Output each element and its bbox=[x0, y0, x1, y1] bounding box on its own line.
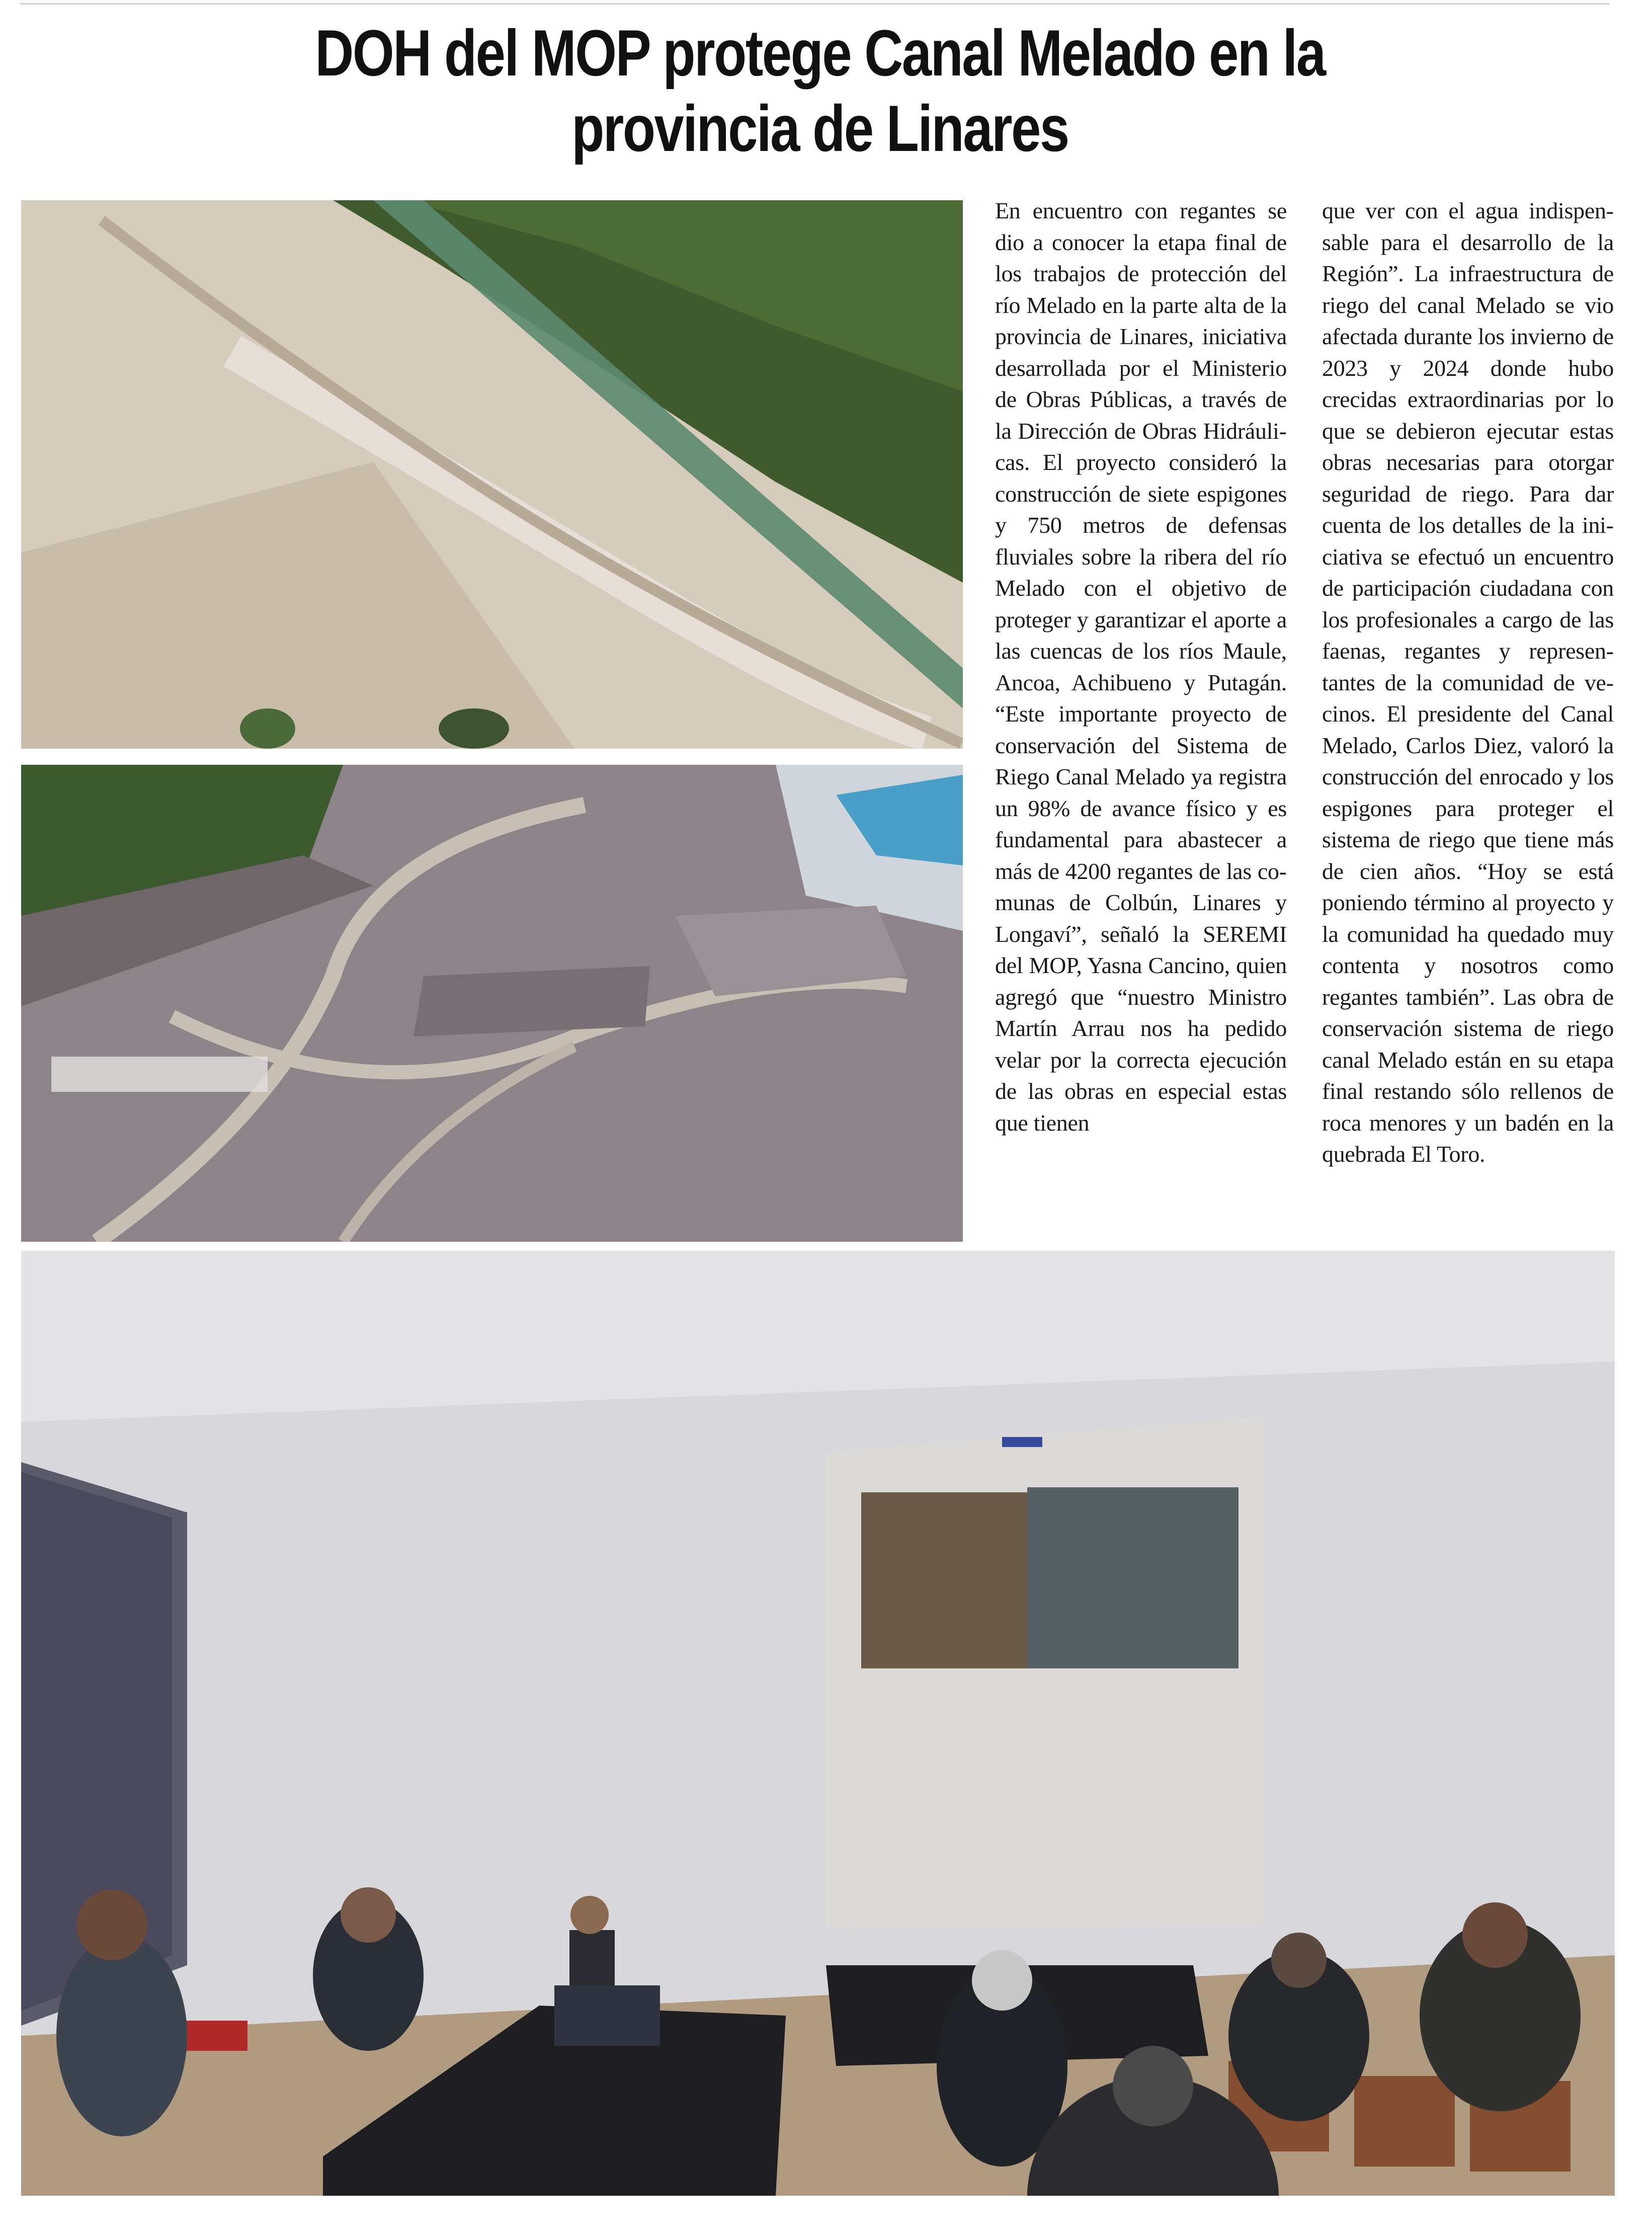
headline-line-1: DOH del MOP protege Canal Melado en la bbox=[315, 16, 1325, 90]
aerial-gravel-spurs-photo bbox=[21, 765, 963, 1242]
article-text-column-1: En encuentro con regantes se dio a conocer la etapa final de los trabajos de protección del río Melado en la parte alta de la provincia de Linares, iniciativa desarrollada por el Ministerio de Obras Públicas, a través de la Dirección de Obras Hidráulicas. El proyecto consideró la construcción de siete espigones y 750 metros de defensas fluviales sobre la ribera del río Melado con el objetivo de proteger y garantizar el aporte a las cuencas de los ríos Maule, Ancoa, Achibueno y Putagán. “Este importante proyecto de conservación del Sistema de Riego Canal Melado ya registra un 98% de avance físico y es fundamental para abastecer a más de 4200 regantes de las comunas de Colbún, Linares y Longaví”, señaló la SEREMI del MOP, Yasna Cancino, quien agregó que “nuestro Ministro Martín Arrau nos ha pedido velar por la correcta ejecución de las obras en especial estas que tienen bbox=[995, 198, 1287, 1136]
top-rule bbox=[20, 3, 1610, 5]
article-column-1 bbox=[995, 195, 1287, 1139]
aerial-river-defense-photo bbox=[21, 200, 963, 749]
article-column-2 bbox=[1322, 195, 1614, 1170]
headline-line-2: provincia de Linares bbox=[571, 92, 1068, 165]
article-text-column-2: que ver con el agua indispensable para el desarrollo de la Región”. La infraestructura de riego del canal Melado se vio afectada durante los invierno de 2023 y 2024 donde hubo crecidas extraordinarias por lo que se debieron ejecutar estas obras necesarias para otorgar seguridad de riego. Para dar cuenta de los detalles de la iniciativa se efectuó un encuentro de participación ciudadana con los profesionales a cargo de las faenas, regantes y representantes de la comunidad de vecinos. El presidente del Canal Melado, Carlos Diez, valoró la construcción del enrocado y los espigones para proteger el sistema de riego que tiene más de cien años. “Hoy se está poniendo término al proyecto y la comunidad ha quedado muy contenta y nosotros como regantes también”. Las obra de conservación sistema de riego canal Melado están en su etapa final restando sólo rellenos de roca menores y un badén en la quebrada El Toro. bbox=[1322, 198, 1614, 1167]
aerial-river-defense-image bbox=[21, 200, 963, 749]
headline bbox=[164, 15, 1476, 166]
aerial-gravel-spurs-image bbox=[21, 765, 963, 1242]
meeting-presentation-image bbox=[21, 1251, 1615, 2196]
meeting-presentation-photo bbox=[21, 1251, 1615, 2196]
